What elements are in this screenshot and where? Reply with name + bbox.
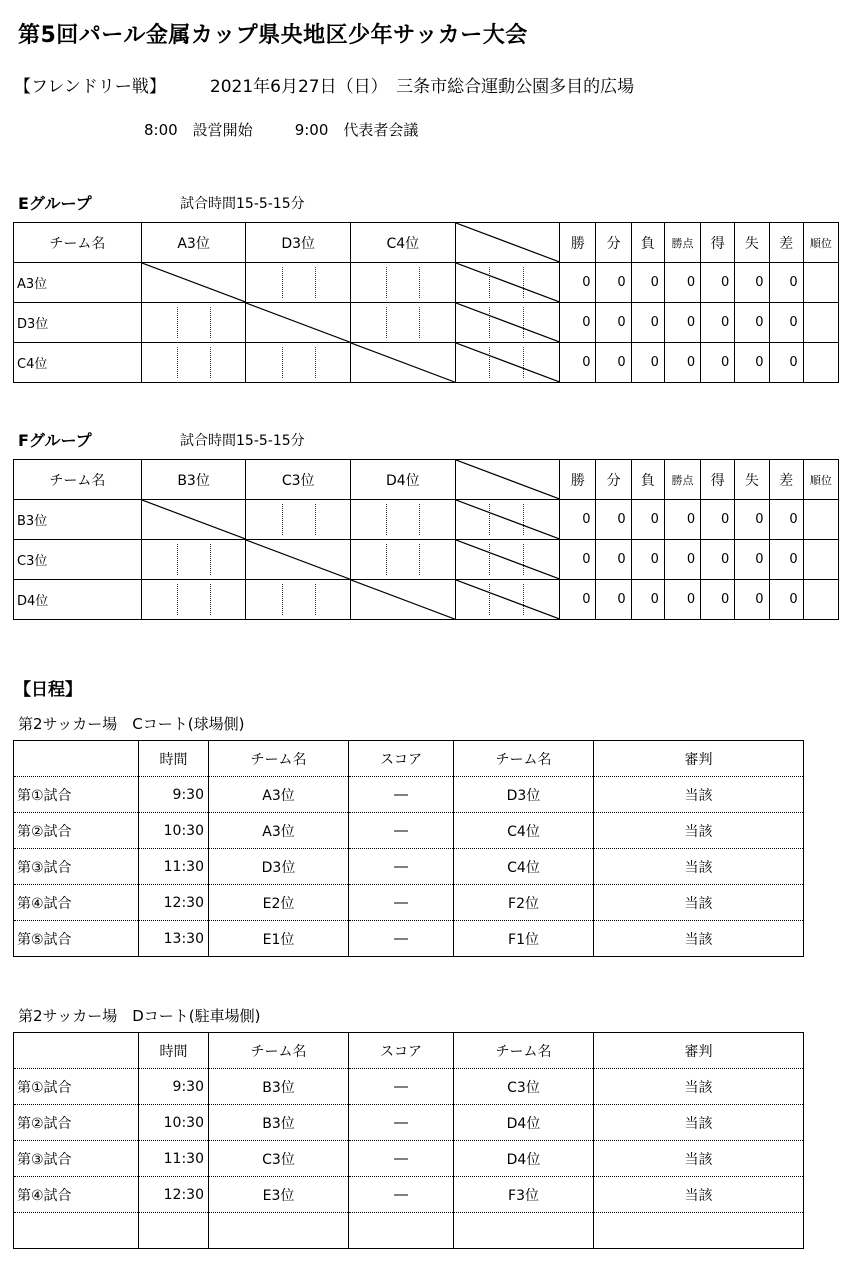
diagonal-cell xyxy=(455,460,560,500)
stat-value: 0 xyxy=(664,540,700,580)
score-cell xyxy=(351,540,456,580)
match-time: 12:30 xyxy=(139,1177,209,1213)
stat-value: 0 xyxy=(701,303,735,343)
match-no: 第④試合 xyxy=(14,1177,139,1213)
referee: 当該 xyxy=(594,1177,804,1213)
away-team: F3位 xyxy=(454,1177,594,1213)
stat-value: 0 xyxy=(596,580,631,620)
stat-header-points: 勝点 xyxy=(664,223,700,263)
match-no: 第③試合 xyxy=(14,849,139,885)
score-cell xyxy=(455,540,560,580)
group-f-header-row xyxy=(14,460,839,500)
group-f-table xyxy=(13,459,839,620)
stat-header-win: 勝 xyxy=(560,223,596,263)
score-cell xyxy=(455,500,560,540)
stat-value: 0 xyxy=(560,540,596,580)
stat-value: 0 xyxy=(701,580,735,620)
away-team: C4位 xyxy=(454,813,594,849)
match-no: 第②試合 xyxy=(14,813,139,849)
score xyxy=(349,1213,454,1249)
stat-value: 0 xyxy=(631,500,664,540)
team-name: D3位 xyxy=(14,303,142,343)
team-name: C4位 xyxy=(14,343,142,383)
meeting-time: 9:00 代表者会議 xyxy=(294,121,419,139)
score-header: スコア xyxy=(349,1033,454,1069)
score: ― xyxy=(349,849,454,885)
away-team-header: チーム名 xyxy=(454,741,594,777)
rank-cell xyxy=(803,580,838,620)
stat-value: 0 xyxy=(560,580,596,620)
away-team: C4位 xyxy=(454,849,594,885)
score: ― xyxy=(349,1105,454,1141)
stat-value: 0 xyxy=(664,263,700,303)
group-e-header-row xyxy=(14,223,839,263)
stat-value: 0 xyxy=(769,540,803,580)
match-no: 第③試合 xyxy=(14,1141,139,1177)
table-row xyxy=(14,777,804,813)
referee-header: 審判 xyxy=(594,741,804,777)
score-cell xyxy=(455,580,560,620)
stat-value: 0 xyxy=(701,500,735,540)
match-no: 第④試合 xyxy=(14,885,139,921)
referee: 当該 xyxy=(594,1141,804,1177)
score-cell xyxy=(351,303,456,343)
table-row xyxy=(14,885,804,921)
table-row xyxy=(14,813,804,849)
rank-cell xyxy=(803,500,838,540)
stat-value: 0 xyxy=(769,303,803,343)
table-row xyxy=(14,1105,804,1141)
stat-value: 0 xyxy=(769,500,803,540)
stat-value: 0 xyxy=(735,303,769,343)
stat-value: 0 xyxy=(560,263,596,303)
stat-value: 0 xyxy=(664,500,700,540)
referee: 当該 xyxy=(594,813,804,849)
away-team: D3位 xyxy=(454,777,594,813)
court-c-schedule-table xyxy=(13,740,804,957)
stat-value: 0 xyxy=(735,343,769,383)
team-name: A3位 xyxy=(14,263,142,303)
table-row xyxy=(14,540,839,580)
stat-header-diff: 差 xyxy=(769,460,803,500)
match-no: 第①試合 xyxy=(14,777,139,813)
match-no xyxy=(14,1213,139,1249)
stat-header-win: 勝 xyxy=(560,460,596,500)
match-no: 第⑤試合 xyxy=(14,921,139,957)
stat-header-goals-against: 失 xyxy=(735,223,769,263)
score-cell xyxy=(351,263,456,303)
stat-value: 0 xyxy=(701,540,735,580)
schedule-title: 【日程】 xyxy=(14,680,82,700)
stat-header-loss: 負 xyxy=(631,460,664,500)
stat-header-goals-for: 得 xyxy=(701,223,735,263)
referee: 当該 xyxy=(594,849,804,885)
match-no-header xyxy=(14,741,139,777)
score: ― xyxy=(349,1069,454,1105)
stat-value: 0 xyxy=(769,343,803,383)
match-type: 【フレンドリー戦】 xyxy=(14,77,166,97)
stat-value: 0 xyxy=(664,343,700,383)
table-row xyxy=(14,500,839,540)
stat-header-points: 勝点 xyxy=(664,460,700,500)
stat-value: 0 xyxy=(769,580,803,620)
date-venue: 2021年6月27日（日） 三条市総合運動公園多目的広場 xyxy=(209,77,635,97)
stat-header-rank: 順位 xyxy=(803,223,838,263)
score-cell xyxy=(141,343,246,383)
group-f-title: Fグループ xyxy=(18,431,92,450)
away-team: D4位 xyxy=(454,1141,594,1177)
page-title: 第5回パール金属カップ県央地区少年サッカー大会 xyxy=(18,23,528,48)
match-time: 9:30 xyxy=(139,1069,209,1105)
score: ― xyxy=(349,777,454,813)
referee: 当該 xyxy=(594,921,804,957)
table-row xyxy=(14,1141,804,1177)
stat-value: 0 xyxy=(560,500,596,540)
score-cell xyxy=(141,580,246,620)
opponent-col-header: D3位 xyxy=(246,223,351,263)
home-team: D3位 xyxy=(209,849,349,885)
stat-value: 0 xyxy=(596,540,631,580)
opponent-col-header: A3位 xyxy=(141,223,246,263)
stat-value: 0 xyxy=(596,303,631,343)
referee: 当該 xyxy=(594,1105,804,1141)
table-row xyxy=(14,343,839,383)
opponent-col-header: C3位 xyxy=(246,460,351,500)
score: ― xyxy=(349,1141,454,1177)
stat-header-loss: 負 xyxy=(631,223,664,263)
stat-value: 0 xyxy=(735,540,769,580)
match-time: 9:30 xyxy=(139,777,209,813)
match-time xyxy=(139,1213,209,1249)
opponent-col-header: B3位 xyxy=(141,460,246,500)
stat-header-goals-against: 失 xyxy=(735,460,769,500)
stat-value: 0 xyxy=(560,303,596,343)
stat-header-goals-for: 得 xyxy=(701,460,735,500)
stat-header-draw: 分 xyxy=(596,223,631,263)
home-team: E3位 xyxy=(209,1177,349,1213)
stat-value: 0 xyxy=(735,500,769,540)
stat-value: 0 xyxy=(631,303,664,343)
score-cell xyxy=(141,303,246,343)
table-row xyxy=(14,921,804,957)
home-team-header: チーム名 xyxy=(209,741,349,777)
score-cell xyxy=(246,500,351,540)
stat-value: 0 xyxy=(560,343,596,383)
stat-value: 0 xyxy=(769,263,803,303)
group-f-note: 試合時間15-5-15分 xyxy=(180,433,305,449)
schedule-header-row xyxy=(14,1033,804,1069)
away-team xyxy=(454,1213,594,1249)
stat-value: 0 xyxy=(596,343,631,383)
score-cell xyxy=(246,263,351,303)
diagonal-cell xyxy=(246,540,351,580)
group-e-title: Eグループ xyxy=(18,194,92,213)
diagonal-cell xyxy=(246,303,351,343)
table-row xyxy=(14,263,839,303)
score-header: スコア xyxy=(349,741,454,777)
score-cell xyxy=(246,580,351,620)
score: ― xyxy=(349,885,454,921)
match-no: 第②試合 xyxy=(14,1105,139,1141)
score: ― xyxy=(349,921,454,957)
diagonal-cell xyxy=(141,500,246,540)
diagonal-cell xyxy=(351,580,456,620)
stat-value: 0 xyxy=(631,343,664,383)
match-time: 13:30 xyxy=(139,921,209,957)
stat-value: 0 xyxy=(701,263,735,303)
opponent-col-header: C4位 xyxy=(351,223,456,263)
score: ― xyxy=(349,813,454,849)
referee xyxy=(594,1213,804,1249)
match-time: 10:30 xyxy=(139,1105,209,1141)
home-team: C3位 xyxy=(209,1141,349,1177)
table-row xyxy=(14,1177,804,1213)
court-c-title: 第2サッカー場 Cコート(球場側) xyxy=(18,715,245,733)
time-header: 時間 xyxy=(139,1033,209,1069)
stat-value: 0 xyxy=(631,580,664,620)
stat-header-draw: 分 xyxy=(596,460,631,500)
away-team: C3位 xyxy=(454,1069,594,1105)
court-d-title: 第2サッカー場 Dコート(駐車場側) xyxy=(18,1007,261,1025)
score-cell xyxy=(455,343,560,383)
score-cell xyxy=(455,303,560,343)
group-e-note: 試合時間15-5-15分 xyxy=(180,196,305,212)
diagonal-cell xyxy=(141,263,246,303)
match-no-header xyxy=(14,1033,139,1069)
home-team: E1位 xyxy=(209,921,349,957)
stat-value: 0 xyxy=(631,263,664,303)
team-name: C3位 xyxy=(14,540,142,580)
team-col-header: チーム名 xyxy=(14,460,142,500)
home-team: E2位 xyxy=(209,885,349,921)
match-time: 11:30 xyxy=(139,849,209,885)
stat-header-rank: 順位 xyxy=(803,460,838,500)
score-cell xyxy=(141,540,246,580)
away-team: D4位 xyxy=(454,1105,594,1141)
stat-value: 0 xyxy=(664,580,700,620)
rank-cell xyxy=(803,540,838,580)
diagonal-cell xyxy=(351,343,456,383)
referee: 当該 xyxy=(594,885,804,921)
score-cell xyxy=(246,343,351,383)
match-no: 第①試合 xyxy=(14,1069,139,1105)
stat-value: 0 xyxy=(735,263,769,303)
stat-value: 0 xyxy=(596,500,631,540)
table-row xyxy=(14,580,839,620)
team-name: D4位 xyxy=(14,580,142,620)
match-time: 11:30 xyxy=(139,1141,209,1177)
away-team: F1位 xyxy=(454,921,594,957)
schedule-header-row xyxy=(14,741,804,777)
time-info xyxy=(144,119,418,140)
court-d-schedule-table xyxy=(13,1032,804,1249)
home-team-header: チーム名 xyxy=(209,1033,349,1069)
stat-value: 0 xyxy=(631,540,664,580)
stat-header-diff: 差 xyxy=(769,223,803,263)
group-e-table xyxy=(13,222,839,383)
referee: 当該 xyxy=(594,1069,804,1105)
score: ― xyxy=(349,1177,454,1213)
referee: 当該 xyxy=(594,777,804,813)
stat-value: 0 xyxy=(596,263,631,303)
match-info xyxy=(14,72,634,97)
diagonal-cell xyxy=(455,223,560,263)
stat-value: 0 xyxy=(664,303,700,343)
table-row xyxy=(14,1069,804,1105)
rank-cell xyxy=(803,303,838,343)
away-team-header: チーム名 xyxy=(454,1033,594,1069)
time-header: 時間 xyxy=(139,741,209,777)
home-team: A3位 xyxy=(209,813,349,849)
stat-value: 0 xyxy=(701,343,735,383)
away-team: F2位 xyxy=(454,885,594,921)
rank-cell xyxy=(803,263,838,303)
opponent-col-header: D4位 xyxy=(351,460,456,500)
rank-cell xyxy=(803,343,838,383)
stat-value: 0 xyxy=(735,580,769,620)
team-col-header: チーム名 xyxy=(14,223,142,263)
setup-time: 8:00 設営開始 xyxy=(144,121,253,139)
team-name: B3位 xyxy=(14,500,142,540)
home-team: A3位 xyxy=(209,777,349,813)
table-row xyxy=(14,849,804,885)
score-cell xyxy=(455,263,560,303)
match-time: 10:30 xyxy=(139,813,209,849)
score-cell xyxy=(351,500,456,540)
table-row xyxy=(14,303,839,343)
home-team: B3位 xyxy=(209,1069,349,1105)
home-team xyxy=(209,1213,349,1249)
referee-header: 審判 xyxy=(594,1033,804,1069)
home-team: B3位 xyxy=(209,1105,349,1141)
table-row xyxy=(14,1213,804,1249)
match-time: 12:30 xyxy=(139,885,209,921)
